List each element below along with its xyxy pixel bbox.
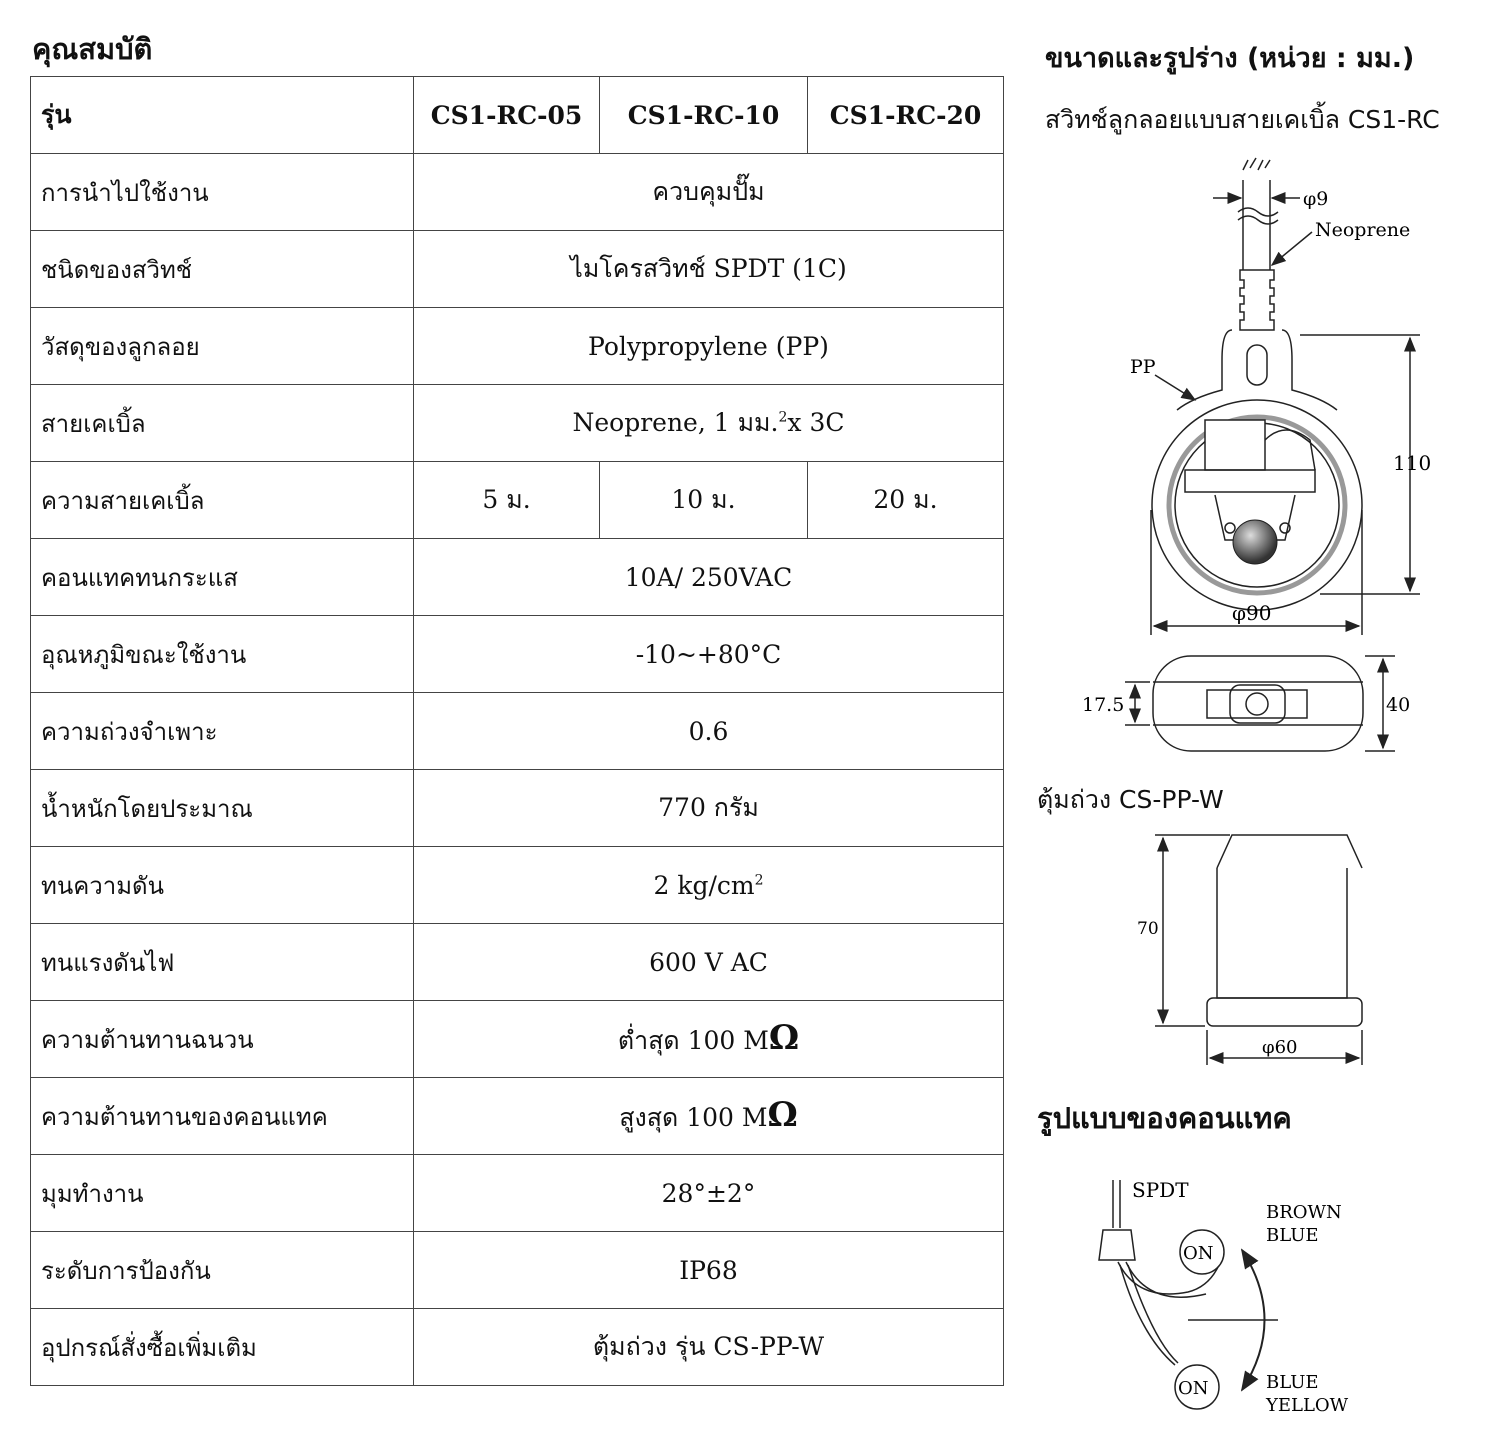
wire-blue-bottom: BLUE xyxy=(1266,1372,1319,1393)
row-value: 600 V AC xyxy=(414,924,1004,1001)
row-label: การนำไปใช้งาน xyxy=(31,154,414,231)
table-row xyxy=(31,1155,1004,1232)
row-value: ต่ำสุด 100 MΩ xyxy=(414,1001,1004,1078)
row-value: 2 $kg/cm^2$ xyxy=(414,847,1004,924)
cover-caption: ตุ้มถ่วง CS-PP-W xyxy=(1037,785,1224,814)
table-row xyxy=(31,1232,1004,1309)
row-value: Polypropylene (PP) xyxy=(414,308,1004,385)
spec-table xyxy=(30,76,1004,1386)
row-value: IP68 xyxy=(414,1232,1004,1309)
table-row xyxy=(31,231,1004,308)
cable-dia-label: φ9 xyxy=(1303,188,1329,210)
row-label: ความต้านทานของคอนแทค xyxy=(31,1078,414,1155)
table-row xyxy=(31,539,1004,616)
row-value: Neoprene, 1 มม.$^2$x 3C xyxy=(414,385,1004,462)
row-value: ตุ้มถ่วง รุ่น CS-PP-W xyxy=(414,1309,1004,1386)
row-value: ควบคุมปั๊ม xyxy=(414,154,1004,231)
cable-length-05: 5 ม. xyxy=(414,462,600,539)
model-cs1-rc-05: CS1-RC-05 xyxy=(414,77,600,154)
model-cs1-rc-20: CS1-RC-20 xyxy=(808,77,1004,154)
switch-drawing-caption: สวิทช์ลูกลอยแบบสายเคเบิ้ล CS1-RC xyxy=(1045,105,1440,134)
table-row xyxy=(31,770,1004,847)
row-label: น้ำหนักโดยประมาณ xyxy=(31,770,414,847)
cover-height-label: 70 xyxy=(1137,919,1159,939)
on-label-top: ON xyxy=(1183,1243,1214,1264)
table-row xyxy=(31,154,1004,231)
model-header-label: รุ่น xyxy=(31,77,414,154)
row-label: ชนิดของสวิทช์ xyxy=(31,231,414,308)
table-row xyxy=(31,1001,1004,1078)
table-row xyxy=(31,924,1004,1001)
diameter-label: φ90 xyxy=(1232,601,1272,625)
height-label: 110 xyxy=(1393,451,1432,475)
table-row xyxy=(31,1078,1004,1155)
side-thickness-label: 17.5 xyxy=(1082,694,1125,716)
wire-brown: BROWN xyxy=(1266,1202,1342,1223)
table-row xyxy=(31,693,1004,770)
row-label: อุปกรณ์สั่งซื้อเพิ่มเติม xyxy=(31,1309,414,1386)
row-label: ทนความดัน xyxy=(31,847,414,924)
dimensions-title: ขนาดและรูปร่าง (หน่วย : มม.) xyxy=(1045,43,1415,74)
on-label-bottom: ON xyxy=(1178,1378,1209,1399)
row-value: 10A/ 250VAC xyxy=(414,539,1004,616)
row-label: ทนแรงดันไฟ xyxy=(31,924,414,1001)
side-height-label: 40 xyxy=(1386,694,1411,716)
row-value: สูงสุด 100 MΩ xyxy=(414,1078,1004,1155)
properties-title: คุณสมบัติ xyxy=(32,32,153,66)
row-value: ไมโครสวิทช์ SPDT (1C) xyxy=(414,231,1004,308)
row-label: อุณหภูมิขณะใช้งาน xyxy=(31,616,414,693)
model-cs1-rc-10: CS1-RC-10 xyxy=(600,77,808,154)
row-label: ความถ่วงจำเพาะ xyxy=(31,693,414,770)
cable-length-10: 10 ม. xyxy=(600,462,808,539)
cable-material-label: Neoprene xyxy=(1315,219,1411,241)
row-label: ระดับการป้องกัน xyxy=(31,1232,414,1309)
table-row xyxy=(31,385,1004,462)
table-row xyxy=(31,847,1004,924)
table-row xyxy=(31,1309,1004,1386)
row-label: คอนแทคทนกระแส xyxy=(31,539,414,616)
contact-type-label: SPDT xyxy=(1132,1178,1189,1202)
table-row xyxy=(31,616,1004,693)
table-row xyxy=(31,462,1004,539)
row-value: -10~+80°C xyxy=(414,616,1004,693)
row-value: 0.6 xyxy=(414,693,1004,770)
row-label: มุมทำงาน xyxy=(31,1155,414,1232)
row-value: 770 กรัม xyxy=(414,770,1004,847)
row-label: ความสายเคเบิ้ล xyxy=(31,462,414,539)
wire-yellow: YELLOW xyxy=(1266,1395,1349,1416)
row-value: 28°±2° xyxy=(414,1155,1004,1232)
wire-blue-top: BLUE xyxy=(1266,1225,1319,1246)
table-header-row xyxy=(31,77,1004,154)
cable-length-20: 20 ม. xyxy=(808,462,1004,539)
row-label: วัสดุของลูกลอย xyxy=(31,308,414,385)
body-material-label: PP xyxy=(1130,356,1156,378)
row-label: สายเคเบิ้ล xyxy=(31,385,414,462)
cover-diameter-label: φ60 xyxy=(1262,1037,1298,1058)
contact-title: รูปแบบของคอนแทค xyxy=(1037,1101,1292,1135)
row-label: ความต้านทานฉนวน xyxy=(31,1001,414,1078)
table-row xyxy=(31,308,1004,385)
